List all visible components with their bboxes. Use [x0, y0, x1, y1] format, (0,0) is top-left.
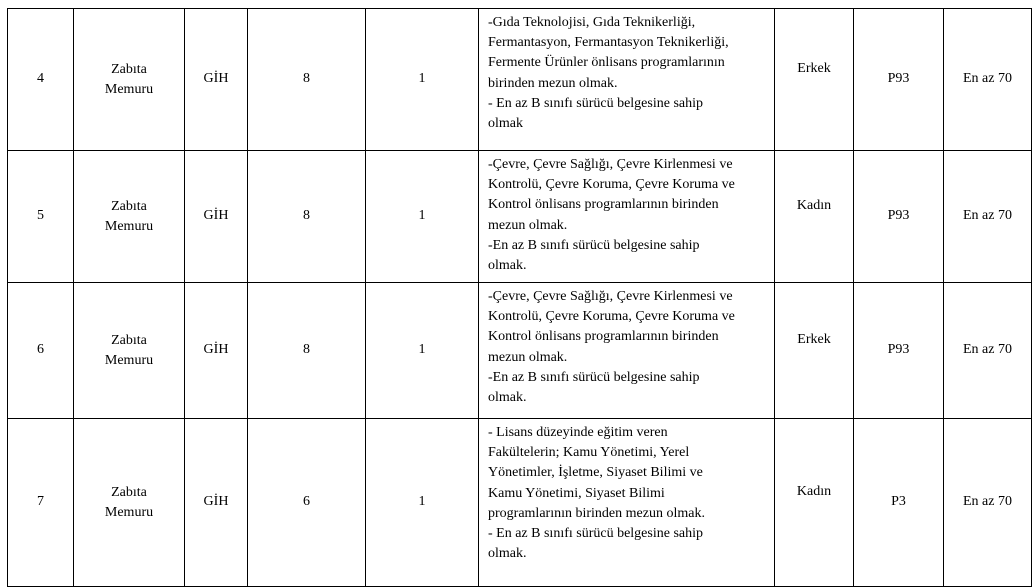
gender-cell — [775, 151, 854, 283]
table-row — [8, 151, 1032, 283]
requirement-line: Fakültelerin; Kamu Yönetimi, Yerel — [488, 445, 690, 461]
table-body — [8, 9, 1032, 587]
requirement-line: mezun olmak. — [488, 217, 568, 233]
score-type-cell: P93 — [854, 151, 944, 283]
requirement-line: Kontrolü, Çevre Koruma, Çevre Koruma ve — [488, 309, 735, 325]
requirement-line: mezun olmak. — [488, 349, 568, 365]
row-number: 7 — [8, 419, 74, 587]
position-title-line: Memuru — [104, 81, 154, 97]
grade-cell: 8 — [248, 9, 366, 151]
grade-cell: 6 — [248, 419, 366, 587]
gender-label: Kadın — [796, 198, 832, 214]
requirement-line: -En az B sınıfı sürücü belgesine sahip — [488, 237, 700, 253]
class-cell: GİH — [185, 419, 248, 587]
requirement-line: Kontrol önlisans programlarının birinden — [488, 329, 719, 345]
requirement-line: olmak. — [488, 258, 527, 274]
position-title-line: Zabıta — [111, 198, 147, 214]
min-score-cell: En az 70 — [944, 151, 1032, 283]
class-cell: GİH — [185, 283, 248, 419]
requirement-line: -En az B sınıfı sürücü belgesine sahip — [488, 369, 700, 385]
row-number: 4 — [8, 9, 74, 151]
count-cell: 1 — [366, 151, 479, 283]
requirement-line: -Çevre, Çevre Sağlığı, Çevre Kirlenmesi ve — [488, 157, 733, 172]
requirement-line: olmak. — [488, 390, 527, 406]
position-title-line: Memuru — [104, 504, 154, 520]
requirements-cell — [479, 151, 775, 283]
requirement-line: Kamu Yönetimi, Siyaset Bilimi — [488, 485, 665, 501]
requirement-line: - En az B sınıfı sürücü belgesine sahip — [488, 95, 704, 111]
table-row — [8, 419, 1032, 587]
min-score-cell: En az 70 — [944, 419, 1032, 587]
count-cell: 1 — [366, 9, 479, 151]
gender-label: Erkek — [797, 332, 831, 348]
gender-label: Kadın — [796, 484, 832, 500]
count-cell: 1 — [366, 419, 479, 587]
table-row — [8, 283, 1032, 419]
gender-cell — [775, 419, 854, 587]
row-number: 6 — [8, 283, 74, 419]
position-title-line: Memuru — [104, 218, 154, 234]
requirement-line: Kontrolü, Çevre Koruma, Çevre Koruma ve — [488, 177, 735, 193]
position-title-line: Memuru — [104, 352, 154, 368]
requirement-line: Kontrol önlisans programlarının birinden — [488, 197, 719, 213]
position-title — [74, 151, 185, 283]
score-type-cell: P93 — [854, 9, 944, 151]
class-cell: GİH — [185, 151, 248, 283]
row-number: 5 — [8, 151, 74, 283]
requirements-cell — [479, 9, 775, 151]
grade-cell: 8 — [248, 283, 366, 419]
count-cell: 1 — [366, 283, 479, 419]
min-score-cell: En az 70 — [944, 283, 1032, 419]
requirement-line: olmak — [488, 116, 523, 132]
requirement-line: -Çevre, Çevre Sağlığı, Çevre Kirlenmesi ve — [488, 289, 733, 304]
positions-table — [7, 8, 1032, 587]
score-type-cell: P93 — [854, 283, 944, 419]
position-title-line: Zabıta — [111, 61, 147, 77]
requirement-line: - En az B sınıfı sürücü belgesine sahip — [488, 526, 704, 542]
min-score-cell: En az 70 — [944, 9, 1032, 151]
requirement-line: programlarının birinden mezun olmak. — [488, 505, 705, 521]
requirement-line: -Gıda Teknolojisi, Gıda Teknikerliği, — [488, 15, 696, 30]
position-title — [74, 9, 185, 151]
requirement-line: olmak. — [488, 546, 527, 562]
gender-label: Erkek — [797, 61, 831, 77]
table-row — [8, 9, 1032, 151]
position-title — [74, 283, 185, 419]
requirement-line: birinden mezun olmak. — [488, 75, 618, 91]
requirement-line: - Lisans düzeyinde eğitim veren — [488, 425, 668, 440]
position-title-line: Zabıta — [111, 484, 147, 500]
requirements-cell — [479, 283, 775, 419]
position-title — [74, 419, 185, 587]
class-cell: GİH — [185, 9, 248, 151]
requirement-line: Yönetimler, İşletme, Siyaset Bilimi ve — [488, 465, 703, 481]
gender-cell — [775, 283, 854, 419]
requirement-line: Fermente Ürünler önlisans programlarının — [488, 55, 725, 71]
score-type-cell: P3 — [854, 419, 944, 587]
gender-cell — [775, 9, 854, 151]
requirements-cell — [479, 419, 775, 587]
grade-cell: 8 — [248, 151, 366, 283]
position-title-line: Zabıta — [111, 332, 147, 348]
requirement-line: Fermantasyon, Fermantasyon Teknikerliği, — [488, 35, 729, 51]
